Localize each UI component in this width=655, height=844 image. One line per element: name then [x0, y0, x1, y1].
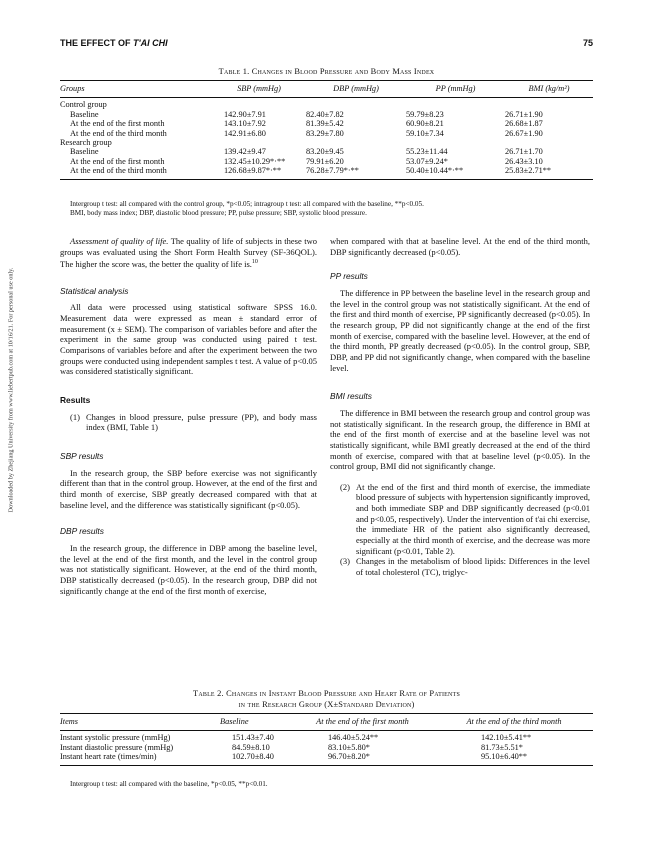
statistical-analysis-paragraph: All data were processed using statistical software SPSS 16.0. Measurement data were expressed as mean ± standard error of measurement (x ± SEM). The comparison of variables before and after the experiment in the same group was conducted using paired t test. Comparisons of variables before and after the experiment between the two groups were conducted using independent samples t test. A value of p<0.05 was considered statistically significant.: [60, 302, 317, 377]
table1-row-label: At the end of the third month: [60, 166, 212, 179]
table1-col-header: BMI (kg/m²): [505, 81, 593, 98]
table2-cell: 95.10±6.40**: [435, 752, 593, 765]
table2-caption: Table 2. Changes in Instant Blood Pressure and Heart Rate of Patients in the Research Group (X±Standard Deviation): [193, 689, 460, 709]
table1-cell: 26.43±3.10: [505, 156, 543, 166]
table1-group-row: [60, 138, 593, 147]
table1-cell: 82.40±7.82: [306, 109, 344, 119]
table2-col-header: At the end of the third month: [435, 714, 593, 731]
table1-cell: [406, 138, 505, 147]
table1-row-label: Research group: [60, 138, 112, 148]
table1-cell: 55.23±11.44: [406, 147, 448, 157]
table2-row-label: Instant heart rate (times/min): [60, 752, 220, 765]
table1-cell: 76.28±7.79*·**: [306, 166, 406, 179]
right-column: [330, 236, 590, 578]
table2-cell: 102.70±8.40: [220, 752, 290, 765]
table2-row-label: Instant systolic pressure (mmHg): [60, 733, 171, 743]
table1-cell: 26.71±1.70: [505, 147, 543, 157]
table2-col-header: Baseline: [220, 714, 290, 731]
table1-cell: [306, 138, 406, 147]
results-item-2: (2) At the end of the first and third month of exercise, the immediate blood pressure of subjects with hypertension significantly improved, and both immediate SBP and DBP significantly decreased (p<0.01 and p<0.05, respectively). Under the intervention of t'ai chi exercise, the immediate HR of the patient also significantly decreased, especially at the third month of exercise, and the decrease was more significant (p<0.01, Table 2).: [340, 481, 590, 556]
results-list-continued: [330, 482, 590, 578]
table1: [60, 80, 593, 180]
table1-cell: 143.10±7.92: [224, 119, 266, 129]
table1-row-label: At the end of the first month: [70, 156, 165, 166]
table2-header-row: [60, 714, 593, 731]
pp-results-paragraph: The difference in PP between the baseline level in the research group and the level in the control group was not statistically significant. At the end of the first and third month of exercise, PP significantly decreased (p<0.05). In the research group, PP did not significantly change at the end of the first month of exercise, compared with the baseline level. However, at the end of the third month, PP greatly decreased (p<0.05). In the control group, SBP, DBP, and PP did not significantly change, when compared with the baseline level.: [330, 287, 590, 373]
results-item-1: (1) Changes in blood pressure, pulse pressure (PP), and body mass index (BMI, Table 1): [70, 411, 317, 433]
table1-cell: 59.10±7.34: [406, 128, 444, 138]
results-list: [60, 412, 317, 433]
table1-cell: 139.42±9.47: [224, 147, 266, 157]
table2-cell: 142.10±5.41**: [481, 733, 532, 743]
table1-cell: [505, 98, 593, 110]
table1-cell: 26.67±1.90: [505, 128, 543, 138]
table1-cell: 60.90±8.21: [406, 119, 444, 129]
table2-cell: 151.43±7.40: [232, 733, 274, 743]
statistical-analysis-heading: Statistical analysis: [60, 285, 129, 296]
table2-cell: 83.10±5.80*: [328, 742, 370, 752]
table2: [60, 713, 593, 766]
table1-caption: Table 1. Changes in Blood Pressure and Body Mass Index: [218, 67, 435, 76]
results-heading: Results: [60, 395, 91, 406]
table1-cell: 25.83±2.71**: [505, 166, 593, 179]
table1-cell: 142.91±6.80: [224, 128, 266, 138]
table2-footnote: Intergroup t test: all compared with the baseline, *p<0.05, **p<0.01.: [70, 780, 268, 788]
table1-cell: 50.40±10.44*·**: [406, 166, 505, 179]
table1-row: [60, 119, 593, 128]
table2-row: [60, 752, 593, 765]
quality-paragraph: Assessment of quality of life. The quality of life of subjects in these two groups was evaluated using the Short Form Health Survey (SF-36QOL). The higher the score was, the better the quality of life is.$^{10}$: [60, 236, 317, 270]
table1-row-label: Baseline: [70, 109, 99, 119]
table1-cell: 81.39±5.42: [306, 119, 344, 129]
table1-row: [60, 129, 593, 138]
table1-row-label: Baseline: [70, 147, 99, 157]
running-head: [60, 38, 593, 52]
table1-cell: [306, 98, 406, 110]
table2-row: [60, 731, 593, 743]
download-watermark: Downloaded by Zhejiang University from www.liebertpub.com at 10/16/21. For personal use only.: [7, 267, 15, 513]
table1-cell: 53.07±9.24*: [406, 156, 448, 166]
table1-footnote: Intergroup t test: all compared with the control group, *p<0.05; intragroup t test: all compared with the baseline, **p<0.05. BMI, body mass index; DBP, diastolic blood pressure; PP, pulse pressure; SBP, systolic blood pressure.: [70, 200, 424, 217]
table1-cell: 26.71±1.90: [505, 109, 543, 119]
table1-cell: 142.90±7.91: [224, 109, 266, 119]
table1-col-header: Groups: [60, 81, 212, 98]
table2-cell: 84.59±8.10: [232, 742, 270, 752]
bmi-results-heading: BMI results: [330, 391, 372, 402]
table2-row: [60, 743, 593, 752]
table1-row: [60, 147, 593, 156]
table1-cell: [212, 138, 306, 147]
table1-cell: 83.20±9.45: [306, 147, 344, 157]
table1-col-header: SBP (mmHg): [212, 81, 306, 98]
table1-cell: 79.91±6.20: [306, 156, 344, 166]
table1-row: [60, 110, 593, 119]
running-title: THE EFFECT OF T'AI CHI: [60, 38, 168, 48]
table1-row-label: At the end of the first month: [70, 119, 165, 129]
page-number: 75: [582, 38, 593, 48]
dbp-results-heading: DBP results: [60, 526, 104, 537]
table1-row-label: Control group: [60, 100, 107, 110]
table2-cell: 146.40±5.24**: [328, 733, 379, 743]
sbp-results-heading: SBP results: [60, 451, 104, 462]
table1-cell: 59.79±8.23: [406, 109, 444, 119]
table1-row: [60, 166, 593, 179]
table2-row-label: Instant diastolic pressure (mmHg): [60, 742, 174, 752]
table2-col-header: At the end of the first month: [290, 714, 435, 731]
table1-cell: 132.45±10.29*·**: [224, 156, 286, 166]
results-item-3: (3) Changes in the metabolism of blood lipids: Differences in the level of total cholesterol (TC), triglyc-: [340, 556, 590, 578]
table1-row: [60, 157, 593, 166]
table1-cell: [212, 98, 306, 110]
table2-cell: 96.70±8.20*: [290, 752, 435, 765]
table1-col-header: PP (mmHg): [406, 81, 505, 98]
left-column: [60, 236, 317, 596]
table2-cell: 81.73±5.51*: [481, 742, 523, 752]
table1-cell: 83.29±7.80: [306, 128, 344, 138]
table1-cell: 26.68±1.87: [505, 119, 543, 129]
dbp-continued-paragraph: when compared with that at baseline level. At the end of the third month, DBP significantly decreased (p<0.05).: [330, 236, 590, 257]
table1-row-label: At the end of the third month: [70, 128, 167, 138]
table1-group-row: [60, 98, 593, 110]
table1-cell: [406, 98, 505, 110]
table1-cell: [505, 138, 593, 147]
dbp-results-paragraph: In the research group, the difference in DBP among the baseline level, the level at the end of the first month, and the level in the control group was not statistically significant. However, at the end of the third month, DBP statistically decreased (p<0.05). In the research group, DBP did not significantly change at the end of the first month of exercise,: [60, 542, 317, 596]
bmi-results-paragraph: The difference in BMI between the research group and control group was not statistically significant. In the research group, the difference in BMI at the end of the first month of exercise and at the baseline level was not statistically significant, while BMI greatly decreased at the end of the third month of exercise, compared with that at baseline level (p<0.05). In the control group, BMI did not significantly change.: [330, 407, 590, 472]
sbp-results-paragraph: In the research group, the SBP before exercise was not significantly different than that in the control group. However, at the end of the first and third month of exercise, SBP greatly decreased compared with that at baseline level, and the difference was statistically significant (p<0.05).: [60, 467, 317, 510]
table1-cell: 126.68±9.87*·**: [212, 166, 306, 179]
table1-col-header: DBP (mmHg): [306, 81, 406, 98]
table2-col-header: Items: [60, 714, 220, 731]
table1-header-row: [60, 81, 593, 98]
pp-results-heading: PP results: [330, 271, 368, 282]
